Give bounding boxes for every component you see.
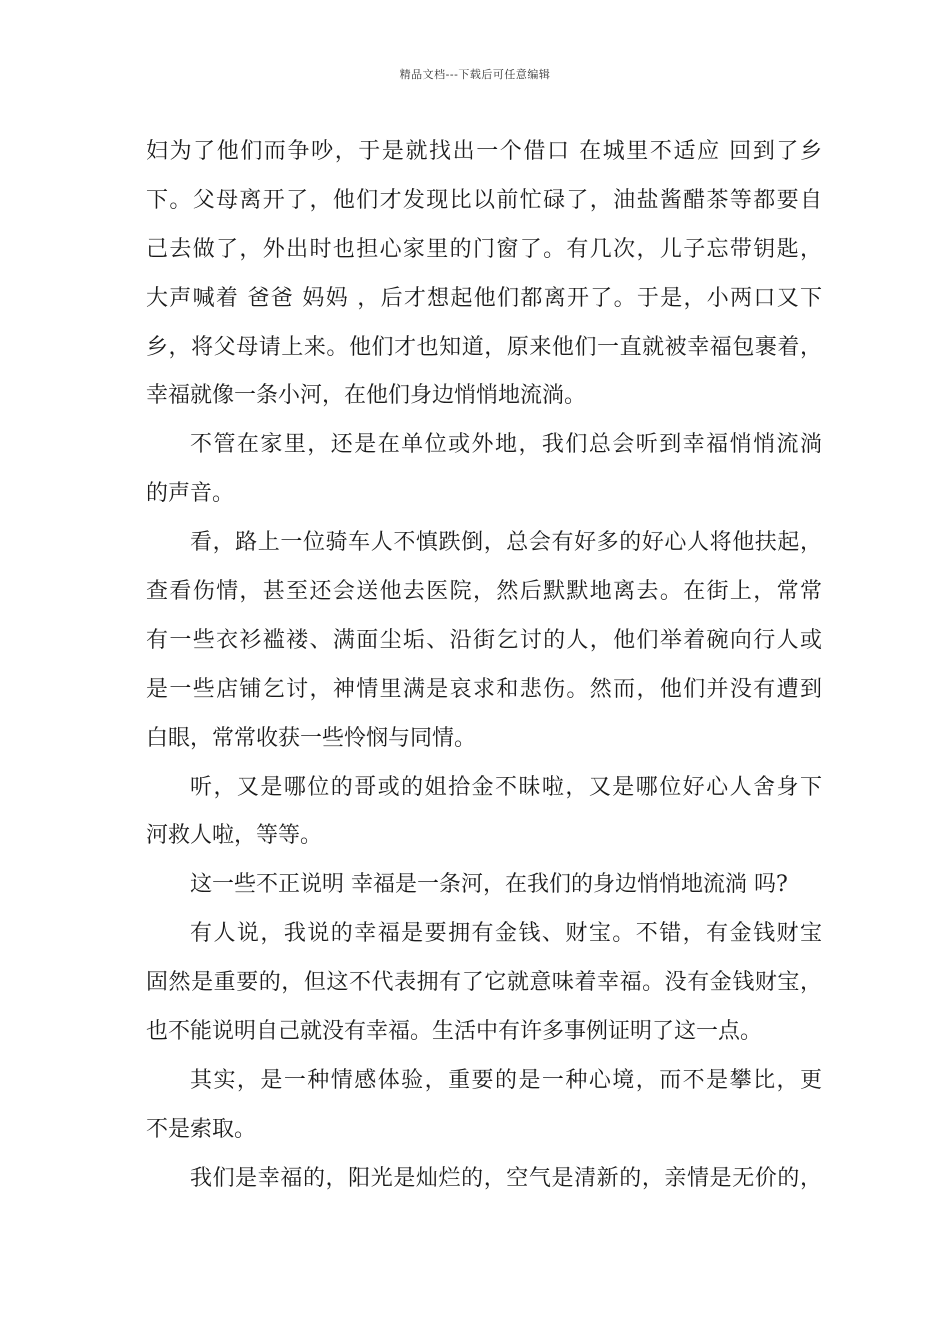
text-line: 下。父母离开了，他们才发现比以前忙碌了，油盐酱醋茶等都要自 bbox=[146, 187, 822, 213]
text-line: 有一些衣衫褴褛、满面尘垢、沿街乞讨的人，他们举着碗向行人或 bbox=[146, 627, 822, 653]
text-line: 看，路上一位骑车人不慎跌倒，总会有好多的好心人将他扶起， bbox=[190, 530, 822, 556]
text-line: 幸福就像一条小河，在他们身边悄悄地流淌。 bbox=[146, 383, 587, 409]
text-line: 妇为了他们而争吵，于是就找出一个借口 在城里不适应 回到了乡 bbox=[146, 139, 822, 164]
text-line: 这一些不正说明 幸福是一条河，在我们的身边悄悄地流淌 吗? bbox=[190, 872, 788, 898]
text-line: 的声音。 bbox=[146, 481, 235, 507]
text-line: 我们是幸福的，阳光是灿烂的，空气是清新的，亲情是无价的， bbox=[190, 1165, 822, 1191]
text-line: 固然是重要的，但这不代表拥有了它就意味着幸福。没有金钱财宝， bbox=[146, 970, 822, 996]
text-line: 查看伤情，甚至还会送他去医院，然后默默地离去。在街上，常常 bbox=[146, 579, 822, 605]
page-header: 精品文档---下载后可任意编辑 bbox=[399, 68, 551, 81]
text-line: 大声喊着 爸爸 妈妈 ，后才想起他们都离开了。于是，小两口又下 bbox=[146, 285, 822, 311]
text-line: 有人说，我说的幸福是要拥有金钱、财宝。不错，有金钱财宝 bbox=[190, 921, 822, 947]
text-line: 己去做了，外出时也担心家里的门窗了。有几次，儿子忘带钥匙， bbox=[146, 236, 822, 262]
body-text bbox=[146, 128, 822, 1204]
text-line: 其实，是一种情感体验，重要的是一种心境，而不是攀比，更 bbox=[190, 1067, 822, 1093]
text-line: 不是索取。 bbox=[146, 1116, 257, 1142]
text-line: 白眼，常常收获一些怜悯与同情。 bbox=[146, 725, 477, 751]
text-line: 乡，将父母请上来。他们才也知道，原来他们一直就被幸福包裹着， bbox=[146, 334, 822, 360]
text-line: 听，又是哪位的哥或的姐拾金不昧啦，又是哪位好心人舍身下 bbox=[190, 774, 822, 800]
text-line: 不管在家里，还是在单位或外地，我们总会听到幸福悄悄流淌 bbox=[190, 432, 822, 458]
text-line: 是一些店铺乞讨，神情里满是哀求和悲伤。然而，他们并没有遭到 bbox=[146, 676, 822, 702]
text-line: 河救人啦，等等。 bbox=[146, 823, 323, 849]
text-line: 也不能说明自己就没有幸福。生活中有许多事例证明了这一点。 bbox=[146, 1019, 763, 1045]
